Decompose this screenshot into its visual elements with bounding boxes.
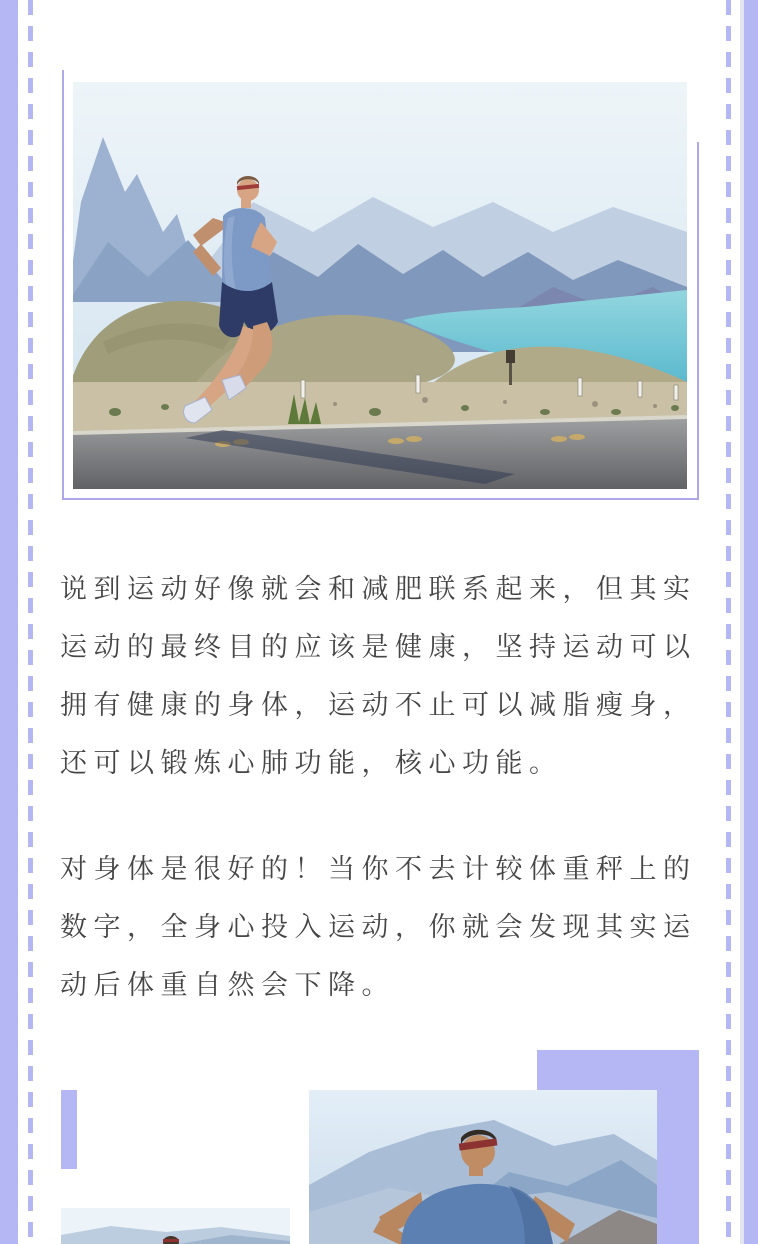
photo-frame-right-line: [697, 142, 699, 500]
photo-frame-bottom-line: [62, 498, 699, 500]
standing-man-illustration: [309, 1090, 657, 1244]
text-line: 还可以锻炼心肺功能，核心功能。: [60, 748, 563, 778]
hero-photo-running-man[interactable]: [73, 82, 687, 489]
text-line: 说到运动好像就会和减肥联系起来，但其实: [60, 574, 697, 604]
running-man-illustration: [73, 82, 687, 489]
photo-frame-left-line: [62, 70, 64, 500]
partial-photo-illustration: [61, 1208, 290, 1244]
left-solid-border: [0, 0, 18, 1244]
text-line: 数字，全身心投入运动，你就会发现其实运: [60, 912, 697, 942]
text-line: 动后体重自然会下降。: [60, 970, 395, 1000]
text-line: 对身体是很好的！当你不去计较体重秤上的: [60, 854, 697, 884]
paragraph-1: [60, 560, 697, 792]
photo-partial-bottom[interactable]: [61, 1208, 290, 1244]
text-line: 运动的最终目的应该是健康，坚持运动可以: [60, 632, 697, 662]
purple-accent-bar: [61, 1090, 77, 1169]
left-dashed-border: [28, 0, 33, 1244]
paragraph-2: [60, 840, 697, 1014]
photo-standing-man[interactable]: [309, 1090, 657, 1244]
text-line: 拥有健康的身体，运动不止可以减脂瘦身，: [60, 690, 697, 720]
right-dashed-border: [726, 0, 731, 1244]
right-solid-border: [744, 0, 758, 1244]
